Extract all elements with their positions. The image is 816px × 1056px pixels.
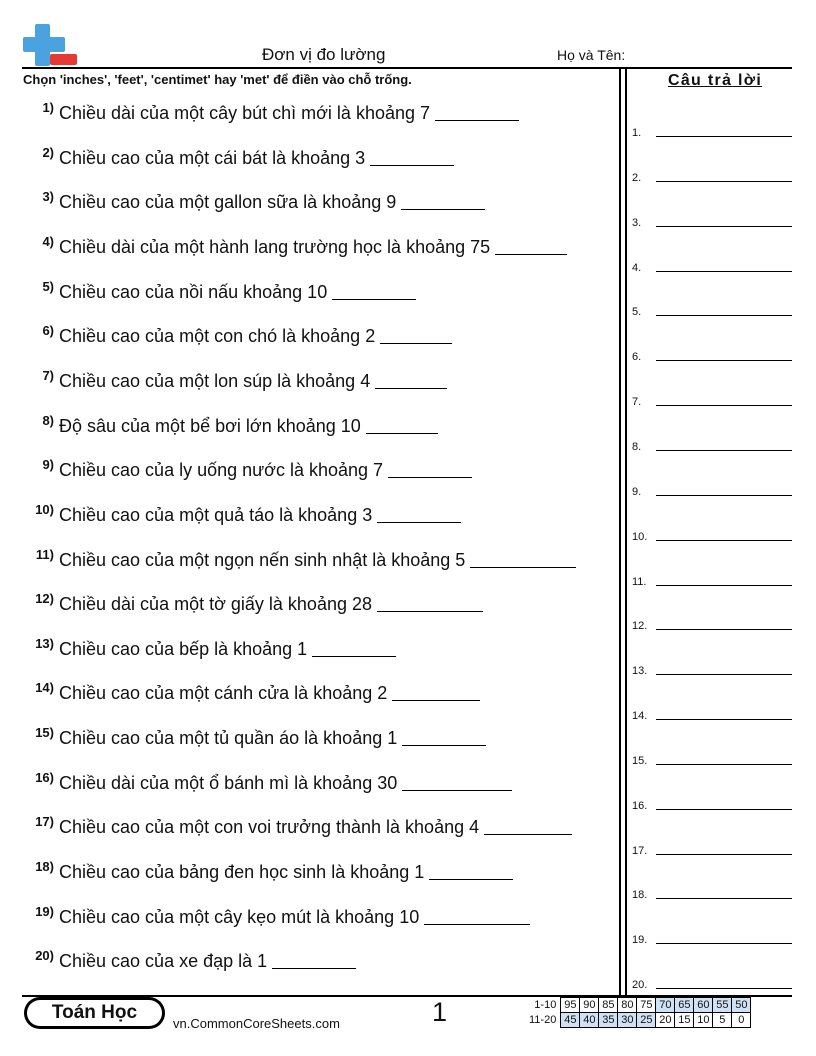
answer-number: 20. (632, 979, 648, 992)
score-cell: 20 (656, 1013, 675, 1028)
answer-row (632, 213, 792, 229)
score-cell: 55 (713, 998, 732, 1013)
question-number: 5) (42, 278, 54, 294)
score-row (527, 1013, 751, 1028)
answer-blank[interactable] (424, 924, 530, 925)
score-cell: 10 (694, 1013, 713, 1028)
answer-number: 9. (632, 485, 642, 498)
answer-row (632, 572, 792, 588)
score-cell: 30 (618, 1013, 637, 1028)
instructions: Chọn 'inches', 'feet', 'centimet' hay 'met' để điền vào chỗ trống. (23, 72, 412, 87)
question-text: Chiều cao của một gallon sữa là khoảng 9 (59, 192, 397, 213)
answer-row (632, 796, 792, 812)
answer-row (632, 168, 792, 184)
answer-blank[interactable] (402, 790, 512, 791)
question-row (22, 457, 472, 481)
score-cell: 15 (675, 1013, 694, 1028)
answer-number: 15. (632, 754, 648, 767)
question-number: 4) (42, 233, 54, 249)
answer-number: 16. (632, 799, 648, 812)
answer-blank[interactable] (375, 388, 447, 389)
answer-line[interactable] (656, 898, 792, 899)
answer-number: 12. (632, 620, 648, 633)
question-row (22, 502, 461, 526)
answer-row (632, 347, 792, 363)
answer-blank[interactable] (470, 567, 576, 568)
answer-blank[interactable] (402, 745, 486, 746)
answer-row (632, 930, 792, 946)
answer-row (632, 482, 792, 498)
score-range-label: 11-20 (529, 1014, 557, 1026)
answer-blank[interactable] (435, 120, 519, 121)
question-text: Chiều cao của xe đạp là 1 (59, 951, 268, 972)
question-number: 9) (42, 457, 54, 473)
answer-number: 4. (632, 261, 642, 274)
answer-line[interactable] (656, 629, 792, 630)
answer-row (632, 527, 792, 543)
question-number: 7) (42, 367, 54, 383)
answer-blank[interactable] (392, 700, 480, 701)
answer-blank[interactable] (366, 433, 438, 434)
column-divider (625, 67, 627, 995)
answer-line[interactable] (656, 585, 792, 586)
answer-line[interactable] (656, 226, 792, 227)
answer-line[interactable] (656, 854, 792, 855)
answer-line[interactable] (656, 136, 792, 137)
score-cell: 65 (675, 998, 694, 1013)
question-text: Chiều cao của một cái bát là khoảng 3 (59, 147, 366, 168)
page-number: 1 (432, 997, 448, 1027)
answer-line[interactable] (656, 405, 792, 406)
question-row (22, 948, 356, 972)
answer-blank[interactable] (377, 611, 483, 612)
answer-line[interactable] (656, 495, 792, 496)
question-row (22, 279, 416, 303)
question-text: Chiều dài của một tờ giấy là khoảng 28 (59, 594, 372, 615)
question-text: Chiều cao của một cánh cửa là khoảng 2 (59, 683, 388, 704)
logo-plus-horizontal (23, 37, 65, 52)
question-number: 1) (42, 100, 54, 115)
answer-row (632, 616, 792, 632)
question-row (22, 323, 452, 347)
answer-number: 18. (632, 889, 648, 902)
top-rule (22, 67, 792, 69)
answer-header: Câu trả lời (668, 72, 763, 89)
score-cell: 25 (637, 1013, 656, 1028)
score-cell: 60 (694, 998, 713, 1013)
answer-number: 14. (632, 710, 648, 723)
answer-row (632, 706, 792, 722)
question-number: 19) (35, 903, 54, 919)
question-text: Chiều cao của một con voi trưởng thành là khoảng 4 (59, 817, 480, 838)
question-text: Chiều dài của một ổ bánh mì là khoảng 30 (59, 772, 398, 793)
score-cell: 40 (580, 1013, 599, 1028)
answer-number: 6. (632, 351, 642, 364)
answer-row (632, 437, 792, 453)
logo (23, 24, 79, 68)
answer-blank[interactable] (429, 879, 513, 880)
answer-number: 7. (632, 396, 642, 409)
score-cell: 75 (637, 998, 656, 1013)
score-cell: 90 (580, 998, 599, 1013)
question-number: 11) (35, 546, 54, 562)
answer-line[interactable] (656, 674, 792, 675)
score-range-label: 1-10 (534, 999, 557, 1011)
answer-line[interactable] (656, 764, 792, 765)
question-number: 8) (42, 412, 54, 428)
answer-blank[interactable] (388, 477, 472, 478)
question-text: Độ sâu của một bể bơi lớn khoảng 10 (59, 415, 361, 436)
question-number: 16) (35, 769, 54, 785)
answer-line[interactable] (656, 540, 792, 541)
question-row (22, 636, 396, 660)
score-cell: 0 (732, 1013, 751, 1028)
question-number: 3) (42, 189, 54, 205)
score-cell: 50 (732, 998, 751, 1013)
answer-number: 10. (632, 530, 648, 543)
question-text: Chiều cao của một lon súp là khoảng 4 (59, 370, 371, 391)
answer-line[interactable] (656, 450, 792, 451)
answer-row (632, 302, 792, 318)
question-number: 13) (35, 635, 54, 651)
question-text: Chiều cao của bảng đen học sinh là khoảng 1 (59, 862, 425, 883)
question-row (22, 680, 480, 704)
answer-blank[interactable] (332, 299, 416, 300)
score-cell: 80 (618, 998, 637, 1013)
answer-row (632, 841, 792, 857)
answer-blank[interactable] (377, 522, 461, 523)
question-number: 6) (42, 323, 54, 339)
answer-blank[interactable] (495, 254, 567, 255)
question-number: 18) (35, 859, 54, 875)
answer-blank[interactable] (401, 209, 485, 210)
answer-row (632, 661, 792, 677)
column-divider (619, 67, 621, 995)
question-text: Chiều cao của một ngọn nến sinh nhật là khoảng 5 (59, 549, 466, 570)
question-row (22, 547, 576, 571)
question-text: Chiều cao của một cây kẹo mút là khoảng 10 (59, 906, 420, 927)
answer-row (632, 751, 792, 767)
brand-logo (24, 997, 165, 1029)
score-cell: 35 (599, 1013, 618, 1028)
question-text: Chiều cao của một con chó là khoảng 2 (59, 326, 376, 347)
answer-number: 19. (632, 934, 648, 947)
site-url: vn.CommonCoreSheets.com (173, 1016, 340, 1031)
answer-row (632, 392, 792, 408)
answer-row (632, 123, 792, 139)
score-cell: 45 (561, 1013, 580, 1028)
question-number: 20) (35, 948, 54, 964)
question-row (22, 725, 486, 749)
answer-line[interactable] (656, 271, 792, 272)
answer-blank[interactable] (312, 656, 396, 657)
score-cell: 95 (561, 998, 580, 1013)
score-row (527, 998, 751, 1013)
question-row (22, 100, 519, 124)
answer-blank[interactable] (380, 343, 452, 344)
answer-number: 1. (632, 127, 642, 139)
question-row (22, 413, 438, 437)
question-text: Chiều dài của một cây bút chì mới là khoảng 7 (59, 103, 431, 123)
question-row (22, 234, 567, 258)
question-number: 15) (35, 725, 54, 741)
answer-number: 5. (632, 306, 642, 319)
answer-number: 3. (632, 216, 642, 229)
answer-blank[interactable] (370, 165, 454, 166)
answer-line[interactable] (656, 360, 792, 361)
answer-number: 2. (632, 171, 642, 184)
question-number: 14) (35, 680, 54, 696)
answer-number: 17. (632, 844, 648, 857)
question-row (22, 814, 572, 838)
question-row (22, 189, 485, 213)
question-text: Chiều cao của một quả táo là khoảng 3 (59, 504, 373, 525)
question-row (22, 859, 513, 883)
answer-line[interactable] (656, 943, 792, 944)
answer-line[interactable] (656, 315, 792, 316)
question-number: 2) (42, 144, 54, 160)
answer-row (632, 885, 792, 901)
logo-minus (50, 54, 77, 65)
answer-line[interactable] (656, 181, 792, 182)
score-table (527, 997, 751, 1028)
question-number: 12) (35, 591, 54, 607)
question-text: Chiều dài của một hành lang trường học là khoảng 75 (59, 236, 491, 257)
answer-number: 13. (632, 665, 648, 678)
answer-row (632, 975, 792, 991)
question-text: Chiều cao của ly uống nước là khoảng 7 (59, 460, 384, 481)
score-cell: 5 (713, 1013, 732, 1028)
question-text: Chiều cao của bếp là khoảng 1 (59, 638, 308, 659)
question-row (22, 904, 530, 928)
answer-line[interactable] (656, 719, 792, 720)
question-row (22, 368, 447, 392)
answer-row (632, 258, 792, 274)
question-text: Chiều cao của một tủ quần áo là khoảng 1 (59, 728, 398, 749)
question-text: Chiều cao của nồi nấu khoảng 10 (59, 281, 328, 302)
answer-blank[interactable] (272, 968, 356, 969)
score-cell: 85 (599, 998, 618, 1013)
question-row (22, 770, 512, 794)
question-row (22, 145, 454, 169)
answer-number: 11. (632, 575, 647, 588)
answer-blank[interactable] (484, 834, 572, 835)
question-number: 10) (35, 501, 54, 517)
question-row (22, 591, 483, 615)
answer-line[interactable] (656, 809, 792, 810)
question-number: 17) (35, 814, 54, 830)
page-title: Đơn vị đo lường (262, 45, 386, 64)
name-label: Họ và Tên: (557, 47, 626, 63)
answer-number: 8. (632, 440, 642, 453)
score-cell: 70 (656, 998, 675, 1013)
answer-line[interactable] (656, 988, 792, 989)
brand-label: Toán Học (27, 1000, 162, 1026)
